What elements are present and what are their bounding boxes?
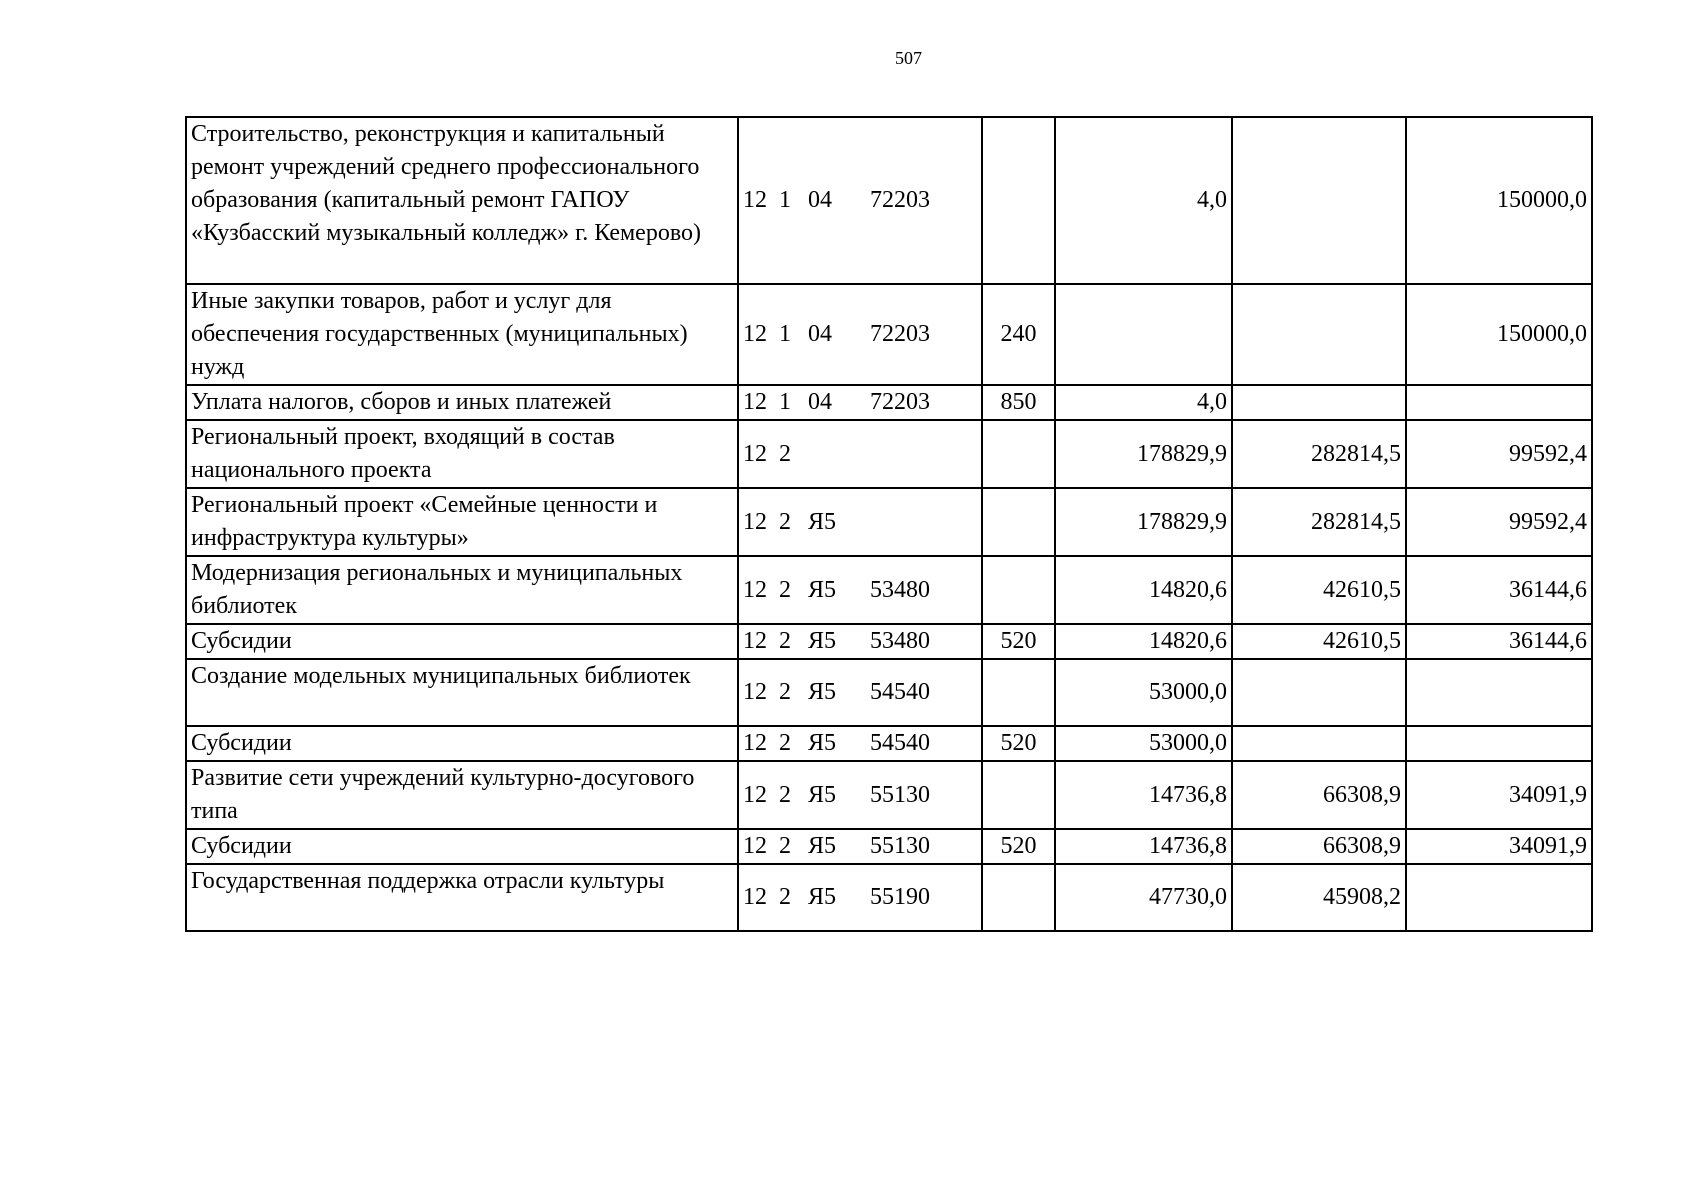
section-code: 12 bbox=[743, 187, 767, 213]
amount-1: 178829,9 bbox=[1055, 420, 1232, 488]
subsection-code: 2 bbox=[779, 833, 791, 859]
expense-type: 240 bbox=[982, 284, 1055, 385]
amount-3: 34091,9 bbox=[1406, 761, 1592, 829]
subsection-code: 1 bbox=[779, 389, 791, 415]
direction-code: 55130 bbox=[870, 833, 930, 859]
program-code: Я5 bbox=[808, 576, 837, 603]
amount-1: 4,0 bbox=[1055, 385, 1232, 420]
expense-type bbox=[982, 659, 1055, 726]
amount-3: 36144,6 bbox=[1406, 624, 1592, 659]
amount-2: 42610,5 bbox=[1232, 624, 1406, 659]
program-code: 04 bbox=[808, 187, 832, 213]
table-row bbox=[186, 761, 1592, 829]
amount-3 bbox=[1406, 864, 1592, 931]
amount-3: 99592,4 bbox=[1406, 420, 1592, 488]
amount-2 bbox=[1232, 284, 1406, 385]
direction-code: 54540 bbox=[870, 730, 930, 756]
direction-code: 54540 bbox=[870, 679, 930, 705]
amount-2: 66308,9 bbox=[1232, 829, 1406, 864]
amount-1: 14820,6 bbox=[1055, 556, 1232, 624]
program-code: Я5 bbox=[808, 781, 837, 808]
row-codes bbox=[738, 284, 982, 385]
amount-1: 178829,9 bbox=[1055, 488, 1232, 556]
amount-2 bbox=[1232, 726, 1406, 761]
amount-1: 53000,0 bbox=[1055, 726, 1232, 761]
direction-code: 72203 bbox=[870, 321, 930, 347]
amount-3 bbox=[1406, 385, 1592, 420]
amount-2 bbox=[1232, 385, 1406, 420]
amount-1: 47730,0 bbox=[1055, 864, 1232, 931]
amount-3: 36144,6 bbox=[1406, 556, 1592, 624]
section-code: 12 bbox=[743, 440, 767, 467]
row-name: Строительство, реконструкция и капитальный ремонт учреждений среднего профессионального образования (капитальный ремонт ГАПОУ «Кузбасский музыкальный колледж» г. Кемерово) bbox=[186, 117, 738, 284]
budget-table bbox=[185, 116, 1593, 932]
section-code: 12 bbox=[743, 508, 767, 535]
program-code: Я5 bbox=[808, 628, 837, 654]
row-codes bbox=[738, 761, 982, 829]
section-code: 12 bbox=[743, 730, 767, 756]
program-code: 04 bbox=[808, 321, 832, 347]
direction-code: 55130 bbox=[870, 781, 930, 808]
row-name: Уплата налогов, сборов и иных платежей bbox=[186, 385, 738, 420]
section-code: 12 bbox=[743, 389, 767, 415]
direction-code: 72203 bbox=[870, 187, 930, 213]
row-codes bbox=[738, 420, 982, 488]
table-row bbox=[186, 864, 1592, 931]
row-name: Развитие сети учреждений культурно-досугового типа bbox=[186, 761, 738, 829]
amount-2 bbox=[1232, 659, 1406, 726]
row-name: Субсидии bbox=[186, 829, 738, 864]
row-name: Региональный проект, входящий в состав национального проекта bbox=[186, 420, 738, 488]
page-number: 507 bbox=[895, 48, 922, 68]
amount-1: 14736,8 bbox=[1055, 829, 1232, 864]
subsection-code: 2 bbox=[779, 576, 791, 603]
section-code: 12 bbox=[743, 679, 767, 705]
amount-2: 42610,5 bbox=[1232, 556, 1406, 624]
subsection-code: 2 bbox=[779, 884, 791, 910]
section-code: 12 bbox=[743, 781, 767, 808]
subsection-code: 1 bbox=[779, 321, 791, 347]
expense-type bbox=[982, 420, 1055, 488]
table-row bbox=[186, 284, 1592, 385]
amount-3 bbox=[1406, 659, 1592, 726]
amount-3: 99592,4 bbox=[1406, 488, 1592, 556]
expense-type: 520 bbox=[982, 829, 1055, 864]
row-name: Модернизация региональных и муниципальных библиотек bbox=[186, 556, 738, 624]
amount-2: 66308,9 bbox=[1232, 761, 1406, 829]
program-code: Я5 bbox=[808, 833, 837, 859]
amount-1 bbox=[1055, 284, 1232, 385]
direction-code: 55190 bbox=[870, 884, 930, 910]
expense-type bbox=[982, 117, 1055, 284]
table-row bbox=[186, 624, 1592, 659]
expense-type: 520 bbox=[982, 624, 1055, 659]
amount-2 bbox=[1232, 117, 1406, 284]
expense-type: 850 bbox=[982, 385, 1055, 420]
amount-2: 282814,5 bbox=[1232, 488, 1406, 556]
row-codes bbox=[738, 117, 982, 284]
table-row bbox=[186, 829, 1592, 864]
row-codes bbox=[738, 829, 982, 864]
section-code: 12 bbox=[743, 576, 767, 603]
row-codes bbox=[738, 624, 982, 659]
row-name: Субсидии bbox=[186, 726, 738, 761]
amount-1: 53000,0 bbox=[1055, 659, 1232, 726]
program-code: Я5 bbox=[808, 884, 837, 910]
table-row bbox=[186, 488, 1592, 556]
expense-type bbox=[982, 556, 1055, 624]
direction-code: 53480 bbox=[870, 628, 930, 654]
table-row bbox=[186, 726, 1592, 761]
subsection-code: 2 bbox=[779, 730, 791, 756]
amount-3: 150000,0 bbox=[1406, 284, 1592, 385]
amount-1: 14820,6 bbox=[1055, 624, 1232, 659]
section-code: 12 bbox=[743, 884, 767, 910]
row-name: Региональный проект «Семейные ценности и инфраструктура культуры» bbox=[186, 488, 738, 556]
row-codes bbox=[738, 659, 982, 726]
row-codes bbox=[738, 864, 982, 931]
table-row bbox=[186, 385, 1592, 420]
subsection-code: 2 bbox=[779, 508, 791, 535]
amount-3: 150000,0 bbox=[1406, 117, 1592, 284]
amount-1: 4,0 bbox=[1055, 117, 1232, 284]
row-codes bbox=[738, 488, 982, 556]
table-row bbox=[186, 556, 1592, 624]
amount-2: 45908,2 bbox=[1232, 864, 1406, 931]
row-codes bbox=[738, 385, 982, 420]
direction-code: 53480 bbox=[870, 576, 930, 603]
amount-3 bbox=[1406, 726, 1592, 761]
expense-type bbox=[982, 864, 1055, 931]
expense-type bbox=[982, 761, 1055, 829]
table-row bbox=[186, 659, 1592, 726]
row-name: Создание модельных муниципальных библиотек bbox=[186, 659, 738, 726]
row-name: Иные закупки товаров, работ и услуг для обеспечения государственных (муниципальных) нужд bbox=[186, 284, 738, 385]
amount-1: 14736,8 bbox=[1055, 761, 1232, 829]
subsection-code: 2 bbox=[779, 781, 791, 808]
table-row bbox=[186, 117, 1592, 284]
row-codes bbox=[738, 556, 982, 624]
expense-type: 520 bbox=[982, 726, 1055, 761]
program-code: Я5 bbox=[808, 730, 837, 756]
program-code: Я5 bbox=[808, 679, 837, 705]
subsection-code: 2 bbox=[779, 440, 791, 467]
row-codes bbox=[738, 726, 982, 761]
row-name: Государственная поддержка отрасли культуры bbox=[186, 864, 738, 931]
section-code: 12 bbox=[743, 321, 767, 347]
program-code: Я5 bbox=[808, 508, 837, 535]
section-code: 12 bbox=[743, 628, 767, 654]
amount-2: 282814,5 bbox=[1232, 420, 1406, 488]
subsection-code: 1 bbox=[779, 187, 791, 213]
section-code: 12 bbox=[743, 833, 767, 859]
expense-type bbox=[982, 488, 1055, 556]
direction-code: 72203 bbox=[870, 389, 930, 415]
subsection-code: 2 bbox=[779, 628, 791, 654]
amount-3: 34091,9 bbox=[1406, 829, 1592, 864]
table-row bbox=[186, 420, 1592, 488]
program-code: 04 bbox=[808, 389, 832, 415]
subsection-code: 2 bbox=[779, 679, 791, 705]
row-name: Субсидии bbox=[186, 624, 738, 659]
